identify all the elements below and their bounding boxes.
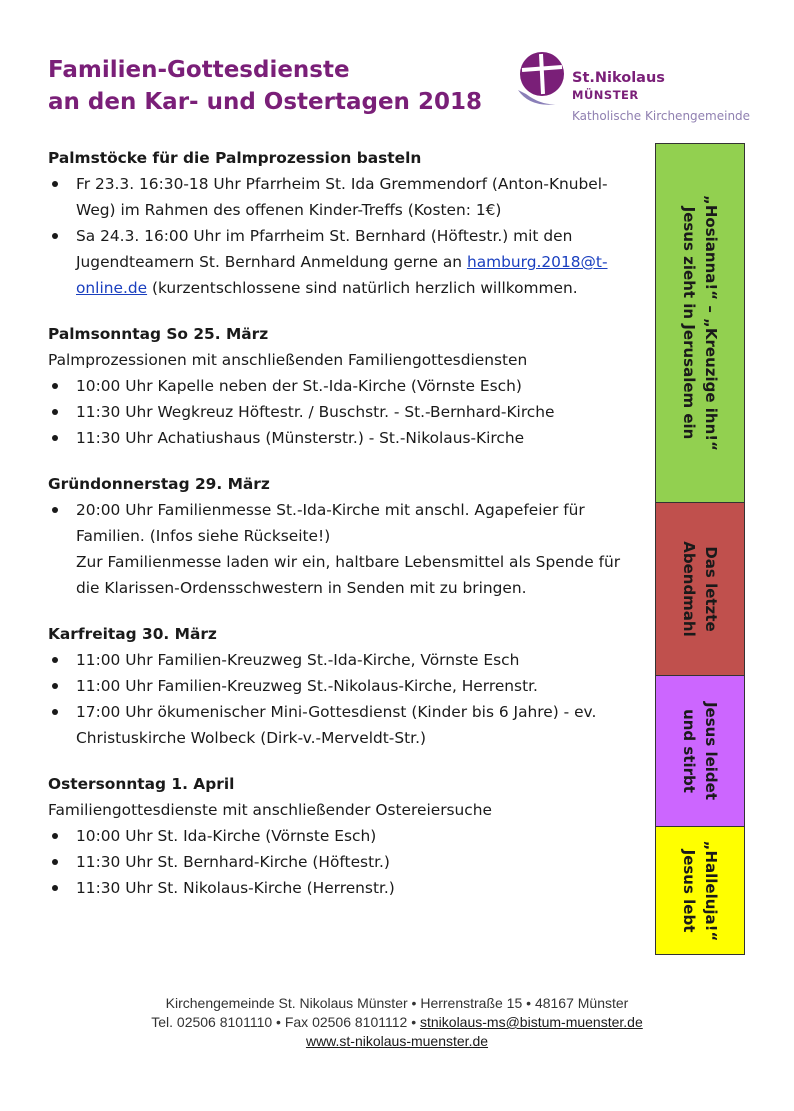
item-text: 20:00 Uhr Familienmesse St.-Ida-Kirche mit anschl. Agapefeier für Familien. (Infos siehe Rückseite!)	[76, 501, 585, 545]
sidebar-label	[678, 541, 722, 637]
list-item: 17:00 Uhr ökumenischer Mini-Gottesdienst (Kinder bis 6 Jahre) - ev. Christuskirche Wolbeck (Dirk-v.-Merveldt-Str.)	[48, 699, 644, 751]
sidebar-line: und stirbt	[680, 709, 698, 793]
section-karfreitag	[48, 621, 644, 751]
title-line-2: an den Kar- und Ostertagen 2018	[48, 89, 482, 115]
item-text: (kurzentschlossene sind natürlich herzlich willkommen.	[147, 279, 578, 297]
section-heading: Ostersonntag 1. April	[48, 775, 235, 793]
footer-address: Kirchengemeinde St. Nikolaus Münster • Herrenstraße 15 • 48167 Münster	[165, 995, 629, 1011]
sidebar-line: Jesus lebt	[680, 849, 698, 932]
sidebar-label	[678, 702, 722, 800]
list-item	[48, 497, 644, 601]
section-ostersonntag	[48, 771, 644, 901]
sidebar-palmsonntag	[655, 143, 745, 503]
list-item: 11:00 Uhr Familien-Kreuzweg St.-Ida-Kirche, Vörnste Esch	[48, 647, 644, 673]
sidebar-line: Das letzte	[702, 546, 720, 632]
page-footer	[0, 994, 794, 1051]
page-title	[48, 54, 482, 118]
section-intro: Palmprozessionen mit anschließenden Familiengottesdiensten	[48, 351, 528, 369]
section-intro: Familiengottesdienste mit anschließender Ostereiersuche	[48, 801, 492, 819]
sidebar-line: „Halleluja!“	[702, 840, 720, 941]
list-item: 11:00 Uhr Familien-Kreuzweg St.-Nikolaus-Kirche, Herrenstr.	[48, 673, 644, 699]
footer-phone: Tel. 02506 8101110 • Fax 02506 8101112 •	[151, 1014, 420, 1030]
item-note: Zur Familienmesse laden wir ein, haltbare Lebensmittel als Spende für die Klarissen-Ordensschwestern in Senden mit zu bringen.	[76, 553, 621, 597]
logo-subtitle: Katholische Kirchengemeinde	[572, 109, 751, 123]
contact-email-link[interactable]: hamburg.2018@t-online.de	[76, 253, 608, 297]
sidebar-karfreitag	[655, 675, 745, 827]
sidebar-label	[678, 840, 722, 941]
list-item: Fr 23.3. 16:30-18 Uhr Pfarrheim St. Ida Gremmendorf (Anton-Knubel-Weg) im Rahmen des offenen Kinder-Treffs (Kosten: 1€)	[48, 171, 644, 223]
section-heading: Gründonnerstag 29. März	[48, 475, 270, 493]
footer-contact	[0, 1013, 794, 1032]
sidebar-label	[678, 195, 722, 451]
footer-website	[0, 1032, 794, 1051]
list-item: 11:30 Uhr Wegkreuz Höftestr. / Buschstr. - St.-Bernhard-Kirche	[48, 399, 644, 425]
sidebar-line: „Hosianna!“ – „Kreuzige ihn!“	[702, 195, 720, 451]
schedule-content	[48, 145, 644, 901]
sidebar-line: Jesus leidet	[702, 701, 720, 801]
website-link[interactable]: www.st-nikolaus-muenster.de	[305, 1033, 489, 1049]
event-list	[48, 497, 644, 601]
section-gruendonnerstag	[48, 471, 644, 601]
event-list	[48, 823, 644, 901]
event-list	[48, 373, 644, 451]
sidebar-line: Abendmahl	[680, 541, 698, 637]
logo-city: MÜNSTER	[572, 88, 639, 102]
section-heading: Palmsonntag So 25. März	[48, 325, 269, 343]
cross-logo-icon	[512, 50, 576, 110]
sidebar-ostersonntag	[655, 826, 745, 955]
list-item: 10:00 Uhr Kapelle neben der St.-Ida-Kirche (Vörnste Esch)	[48, 373, 644, 399]
sidebar-gruendonnerstag	[655, 502, 745, 676]
logo-name: St.Nikolaus	[572, 70, 665, 86]
list-item: 11:30 Uhr Achatiushaus (Münsterstr.) - St.-Nikolaus-Kirche	[48, 425, 644, 451]
list-item	[48, 223, 644, 301]
list-item: 11:30 Uhr St. Bernhard-Kirche (Höftestr.)	[48, 849, 644, 875]
item-text: Sa 24.3. 16:00 Uhr im Pfarrheim St. Bernhard (Höftestr.) mit den Jugendteamern St. Bernhard Anmeldung gerne an	[76, 227, 573, 271]
list-item: 10:00 Uhr St. Ida-Kirche (Vörnste Esch)	[48, 823, 644, 849]
title-line-1: Familien-Gottesdienste	[48, 57, 350, 83]
parish-logo	[512, 50, 752, 130]
section-palmstoecke	[48, 145, 644, 301]
event-list	[48, 647, 644, 751]
section-heading: Palmstöcke für die Palmprozession basteln	[48, 149, 422, 167]
event-list	[48, 171, 644, 301]
footer-email-link[interactable]: stnikolaus-ms@bistum-muenster.de	[420, 1014, 643, 1030]
list-item: 11:30 Uhr St. Nikolaus-Kirche (Herrenstr.)	[48, 875, 644, 901]
section-palmsonntag	[48, 321, 644, 451]
sidebar-line: Jesus zieht in Jerusalem ein	[680, 206, 698, 440]
section-heading: Karfreitag 30. März	[48, 625, 217, 643]
